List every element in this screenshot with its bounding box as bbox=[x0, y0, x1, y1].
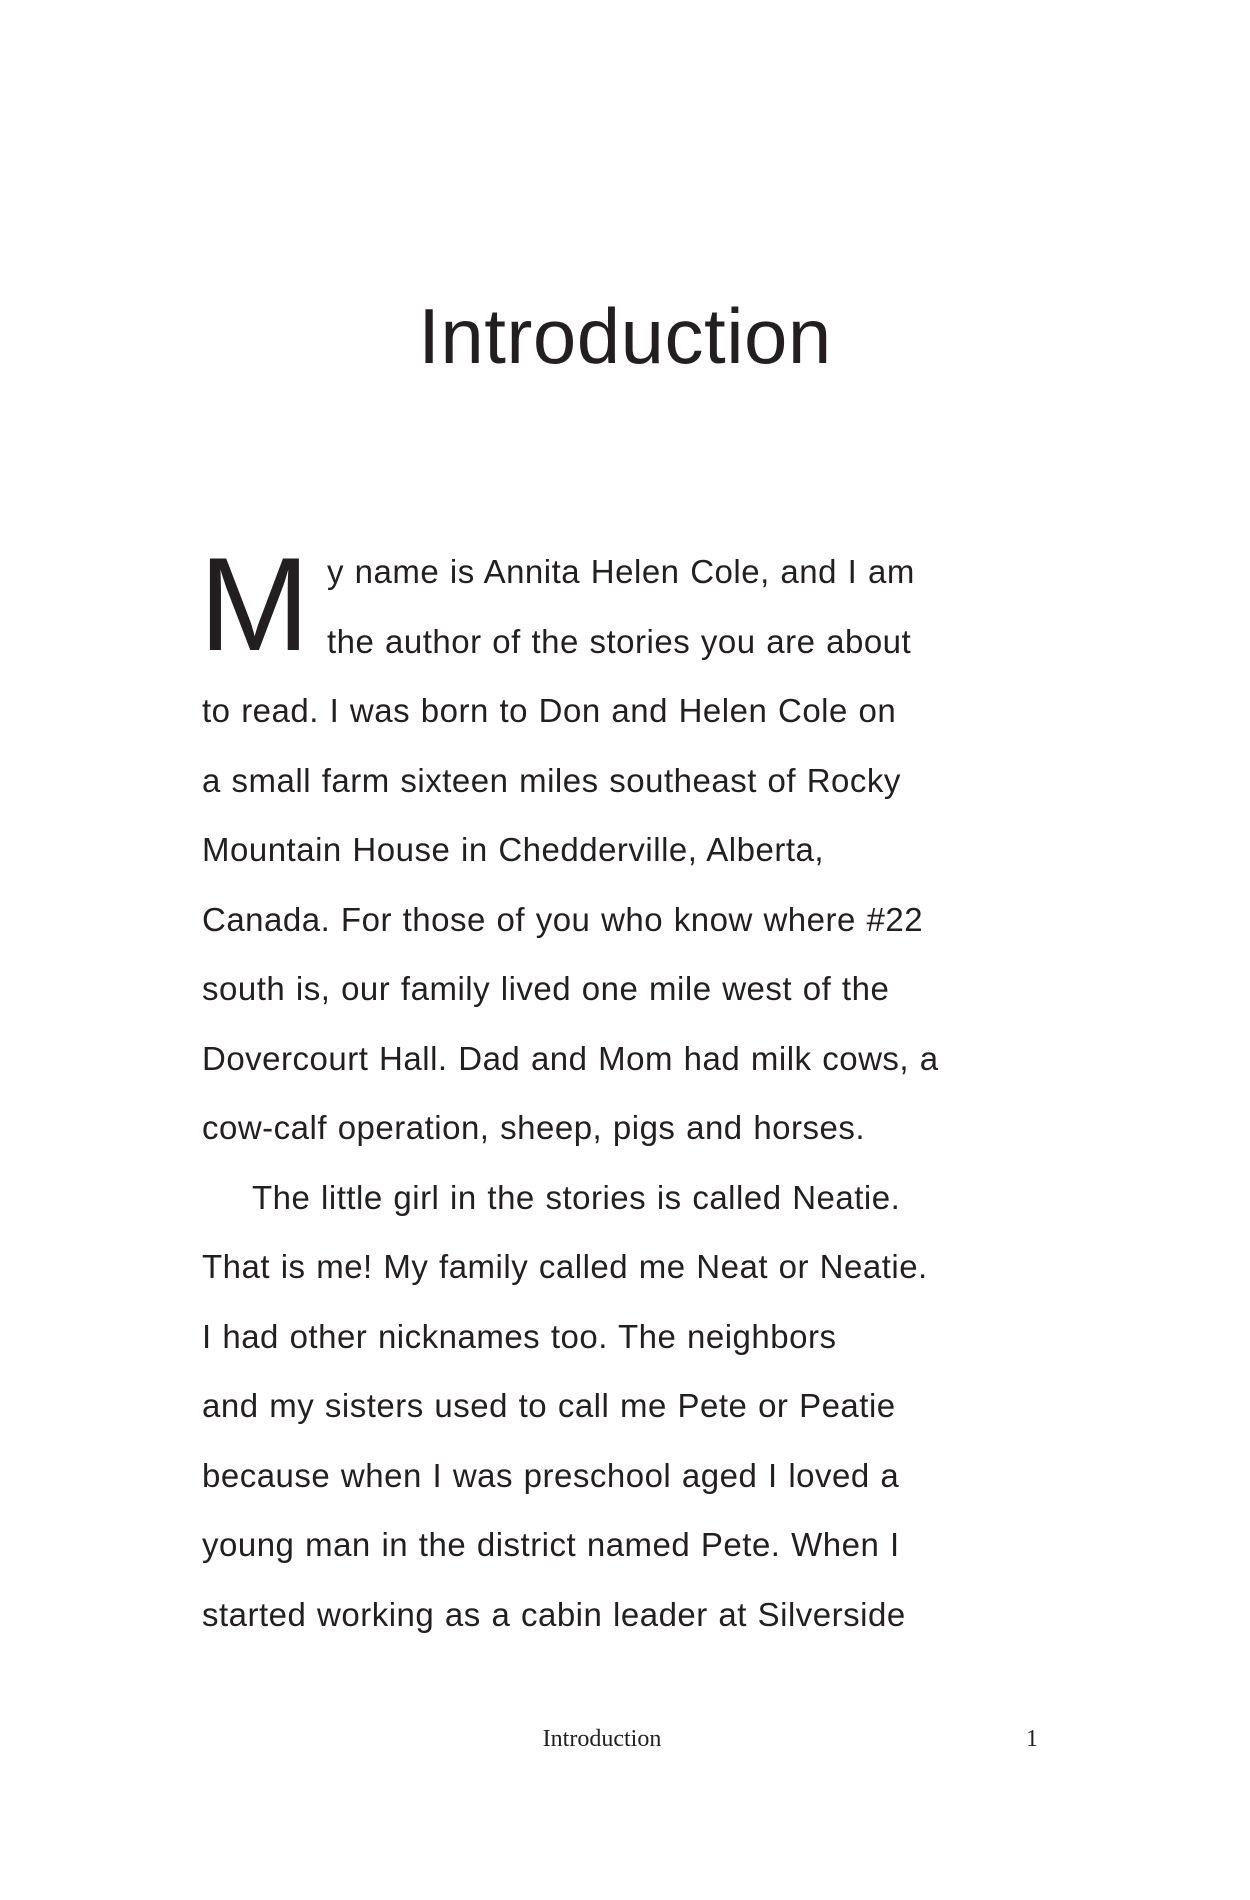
text-line: because when I was preschool aged I loved a bbox=[202, 1456, 900, 1494]
text-line: cow-calf operation, sheep, pigs and horses. bbox=[202, 1109, 866, 1146]
paragraph-2 bbox=[202, 1163, 1062, 1650]
text-line: started working as a cabin leader at Silverside bbox=[202, 1595, 906, 1633]
text-line: south is, our family lived one mile west of the bbox=[202, 970, 890, 1007]
body-text bbox=[202, 537, 1062, 1649]
text-line: That is me! My family called me Neat or Neatie. bbox=[202, 1248, 928, 1285]
paragraph-1 bbox=[202, 537, 1062, 1163]
chapter-title: Introduction bbox=[418, 292, 832, 380]
text-line: The little girl in the stories is called Neatie. bbox=[252, 1178, 901, 1216]
page-number: 1 bbox=[1026, 1726, 1038, 1752]
text-line: young man in the district named Pete. When I bbox=[202, 1526, 900, 1563]
text-line: I had other nicknames too. The neighbors bbox=[202, 1317, 837, 1355]
text-line: a small farm sixteen miles southeast of Rocky bbox=[202, 761, 901, 799]
drop-cap: M bbox=[199, 531, 310, 679]
text-line: Dovercourt Hall. Dad and Mom had milk cows, a bbox=[202, 1039, 939, 1077]
text-line: and my sisters used to call me Pete or Peatie bbox=[202, 1387, 896, 1424]
text-line: Mountain House in Chedderville, Alberta, bbox=[202, 831, 825, 868]
text-line: y name is Annita Helen Cole, and I am bbox=[327, 553, 915, 590]
text-line: to read. I was born to Don and Helen Cole on bbox=[202, 692, 897, 729]
text-line: Canada. For those of you who know where #22 bbox=[202, 900, 924, 938]
running-footer-title: Introduction bbox=[542, 1726, 662, 1752]
text-line: the author of the stories you are about bbox=[327, 622, 912, 660]
